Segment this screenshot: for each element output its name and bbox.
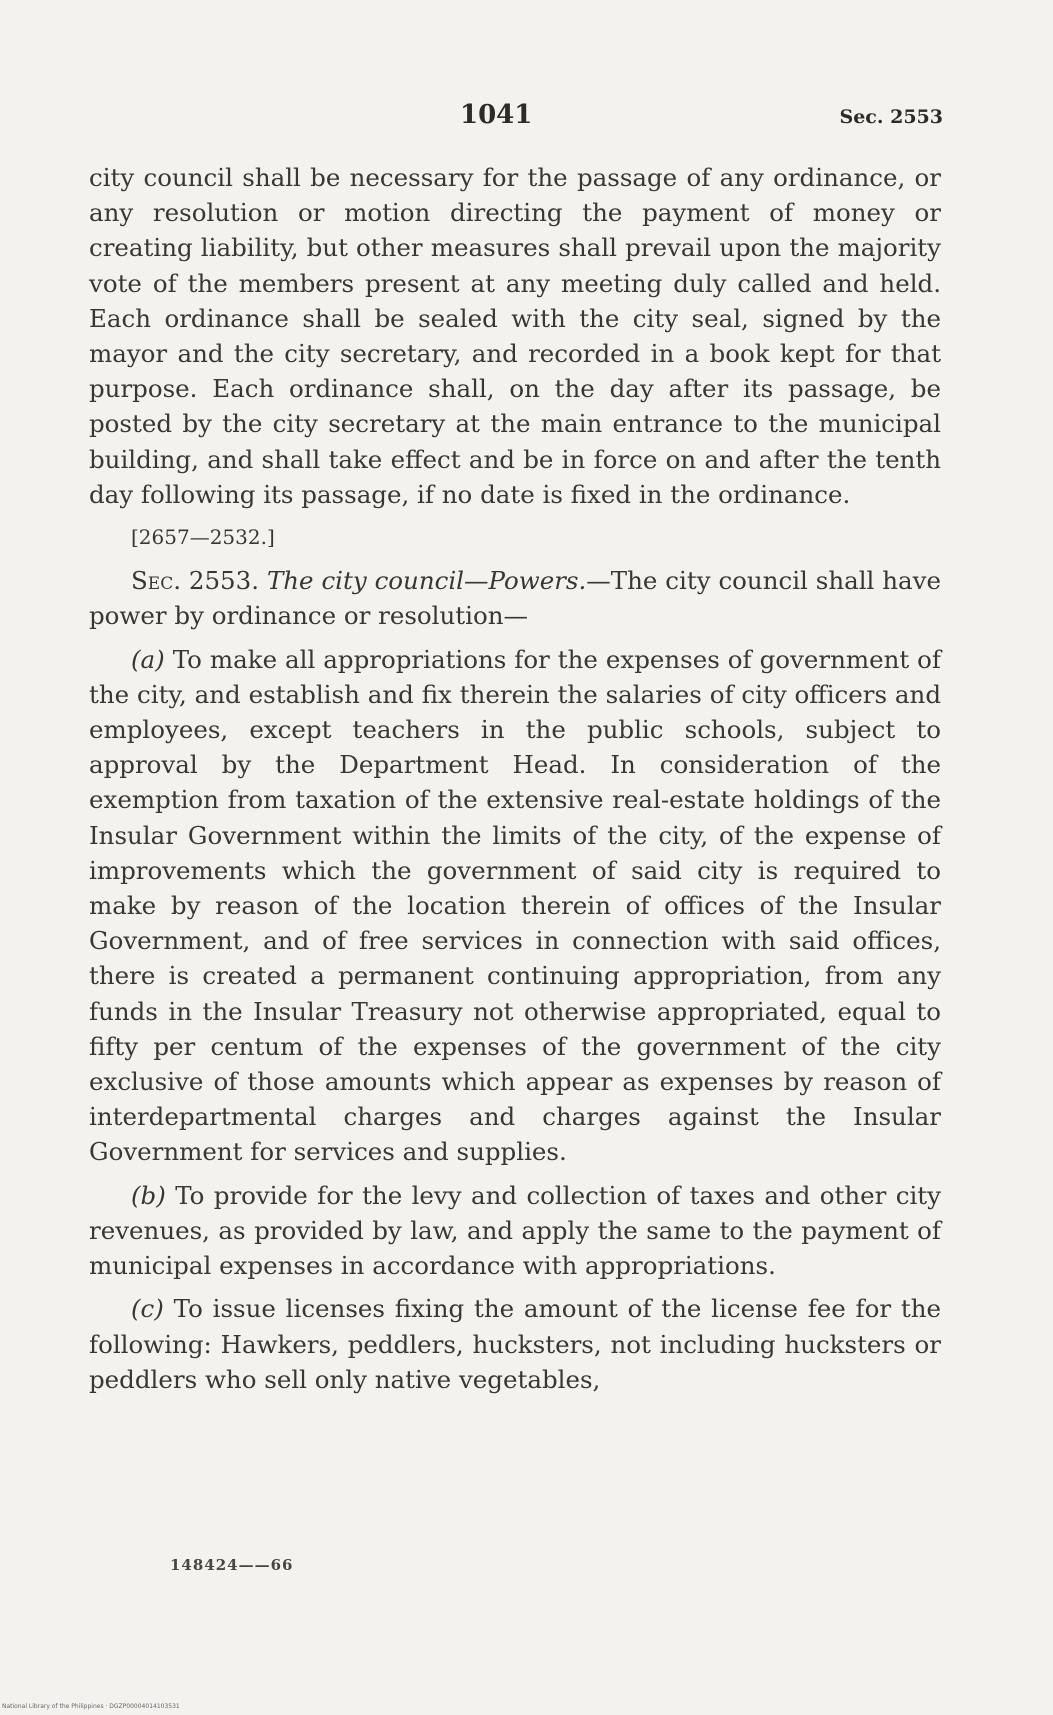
section-label: Sec. 2553. bbox=[131, 566, 260, 596]
running-section-header: Sec. 2553 bbox=[839, 106, 943, 128]
body-text bbox=[89, 160, 941, 1397]
item-b-paragraph bbox=[89, 1178, 941, 1284]
item-a-text: To make all appropriations for the expenses of government of the city, and establish and fix therein the salaries of city officers and employees, except teachers in the public schools, subject to approval by the Department Head. In consideration of the exemption from taxation of the extensive real-estate holdings of the Insular Government within the limits of the city, of the expense of improvements which the government of said city is required to make by reason of the location therein of offices of the Insular Government, and of free services in connection with said offices, there is created a permanent continuing appropriation, from any funds in the Insular Treasury not otherwise appropriated, equal to fifty per centum of the expenses of the government of the city exclusive of those amounts which appear as expenses by reason of interdepartmental charges and charges against the Insular Government for services and supplies. bbox=[89, 644, 941, 1167]
item-c-label: (c) bbox=[131, 1294, 164, 1324]
item-a-label: (a) bbox=[131, 644, 165, 674]
item-a-paragraph bbox=[89, 642, 941, 1170]
section-intro: —The city council shall have power by ordinance or resolution— bbox=[89, 566, 942, 631]
section-heading-paragraph bbox=[89, 563, 941, 633]
item-c-paragraph bbox=[89, 1291, 941, 1397]
item-c-text: To issue licenses fixing the amount of the license fee for the following: Hawkers, peddlers, hucksters, not including hucksters or peddlers who sell only native vegetables, bbox=[89, 1294, 941, 1394]
item-b-label: (b) bbox=[131, 1180, 166, 1210]
page-number: 1041 bbox=[460, 100, 533, 130]
printer-code: 148424——66 bbox=[170, 1556, 294, 1574]
library-stamp: National Library of the Philippines · DGZP00004014103531 bbox=[2, 1703, 180, 1710]
paragraph-continuation: city council shall be necessary for the passage of any ordinance, or any resolution or motion directing the payment of money or creating liability, but other measures shall prevail upon the majority vote of the members present at any meeting duly called and held. Each ordinance shall be sealed with the city seal, signed by the mayor and the city secretary, and recorded in a book kept for that purpose. Each ordinance shall, on the day after its passage, be posted by the city secretary at the main entrance to the municipal building, and shall take effect and be in force on and after the tenth day following its passage, if no date is fixed in the ordinance. bbox=[89, 163, 941, 509]
section-title: The city council—Powers. bbox=[266, 566, 587, 596]
source-reference: [2657—2532.] bbox=[131, 525, 275, 550]
item-b-text: To provide for the levy and collection of taxes and other city revenues, as provided by law, and apply the same to the payment of municipal expenses in accordance with appropriations. bbox=[89, 1180, 941, 1281]
